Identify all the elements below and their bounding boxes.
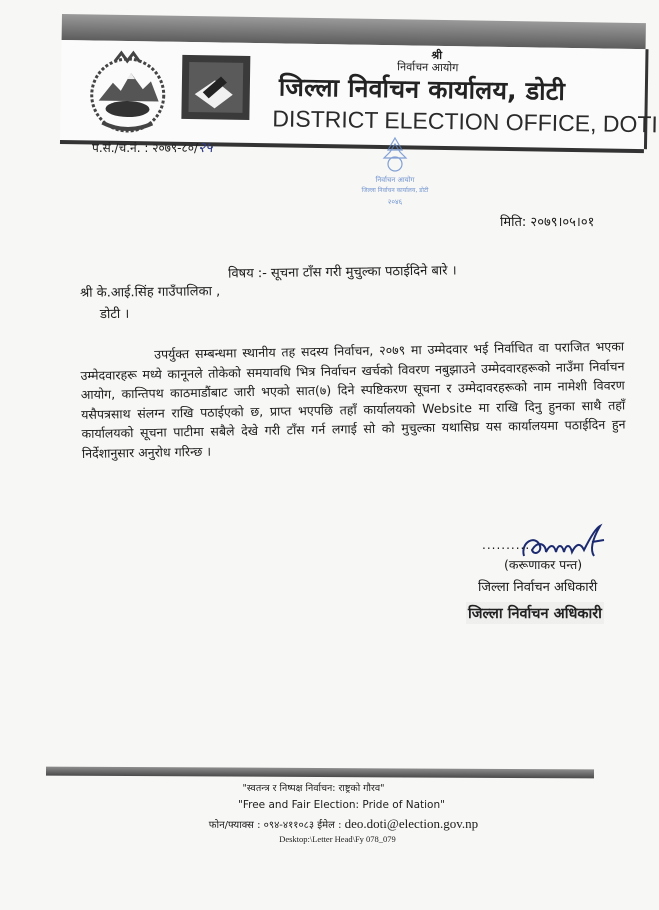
addressee-line-1: श्री के.आई.सिंह गाउँपालिका , <box>79 284 221 301</box>
footer-contact <box>14 816 659 832</box>
letter-subject: विषय :- सूचना टाँस गरी मुचुल्का पठाईदिने बारे । <box>227 263 457 282</box>
footer-phone: फोन/फ्याक्स : ०९४-४११०८३ ईमेल : <box>208 820 342 831</box>
footer-file-path: Desktop:\Letter Head\Fy 078_079 <box>279 834 396 844</box>
nepal-emblem-icon <box>84 48 171 135</box>
reference-label: प.सं./च.नं. : <box>92 141 149 155</box>
signature-line: .......... <box>482 538 531 552</box>
ballot-logo-icon <box>180 54 251 121</box>
seal-line-1: निर्वाचन आयोग <box>375 176 415 184</box>
footer-email: deo.doti@election.gov.np <box>344 816 479 831</box>
body-paragraph: उपर्युक्त सम्बन्धमा स्थानीय तह सदस्य निर्वाचन, २०७९ मा उम्मेदवार भई निर्वाचित वा पराजित भएका उम्मेदवारहरू मध्ये कानूनले तोकेको समयावधि भित्र निर्वाचन खर्चको विवरण नबुझाउने उम्मेदवारहरूको नाउँमा निर्वाचन आयोग, कान्तिपथ काठमाडौंबाट जारी भएको सात(७) दिने स्पष्टिकरण सूचना र उम्मेदावरहरूको नाम नामेशी विवरण यसैपत्रसाथ संलग्न राखि पठाईएको छ, प्राप्त भएपछि तहाँ कार्यालयको Website मा राखि दिनु हुनका साथै तहाँ कार्यालयको सूचना पाटीमा सबैले देखे गरी टाँस गर्न लगाई सो को मुचुल्का यथासिघ्र यस कार्यालयमा पठाईदिन हुन निर्देशानुसार अनुरोध गरिन्छ । <box>80 338 626 461</box>
shree-text: श्री <box>431 48 443 62</box>
letter-date: मिति: २०७९।०५।०१ <box>500 215 595 230</box>
designation-stamp: जिल्ला निर्वाचन अधिकारी <box>466 602 604 624</box>
reference-value: २०७९-८०/ <box>152 141 199 155</box>
office-seal-stamp <box>350 130 440 220</box>
reference-handwritten: २५ <box>198 140 213 156</box>
addressee-line-2: डोटी । <box>99 306 130 323</box>
reference-number <box>92 138 213 157</box>
seal-line-2: जिल्ला निर्वाचन कार्यालय, डोटी <box>361 187 429 194</box>
office-name-english: DISTRICT ELECTION OFFICE, DOTI <box>272 105 659 138</box>
footer-motto-nepali: "स्वतन्त्र र निष्पक्ष निर्वाचन: राष्ट्रको गौरव" <box>242 783 385 794</box>
commission-text: निर्वाचन आयोग <box>397 60 459 75</box>
footer-motto-english: "Free and Fair Election: Pride of Nation" <box>238 799 445 811</box>
signatory-name: (करूणाकर पन्त) <box>504 557 583 572</box>
office-name-nepali: जिल्ला निर्वाचन कार्यालय, डोटी <box>278 72 566 106</box>
letter-body <box>80 337 626 464</box>
signatory-post: जिल्ला निर्वाचन अधिकारी <box>478 580 598 595</box>
seal-year: २०४६ <box>387 198 403 206</box>
footer-bar <box>46 767 594 779</box>
